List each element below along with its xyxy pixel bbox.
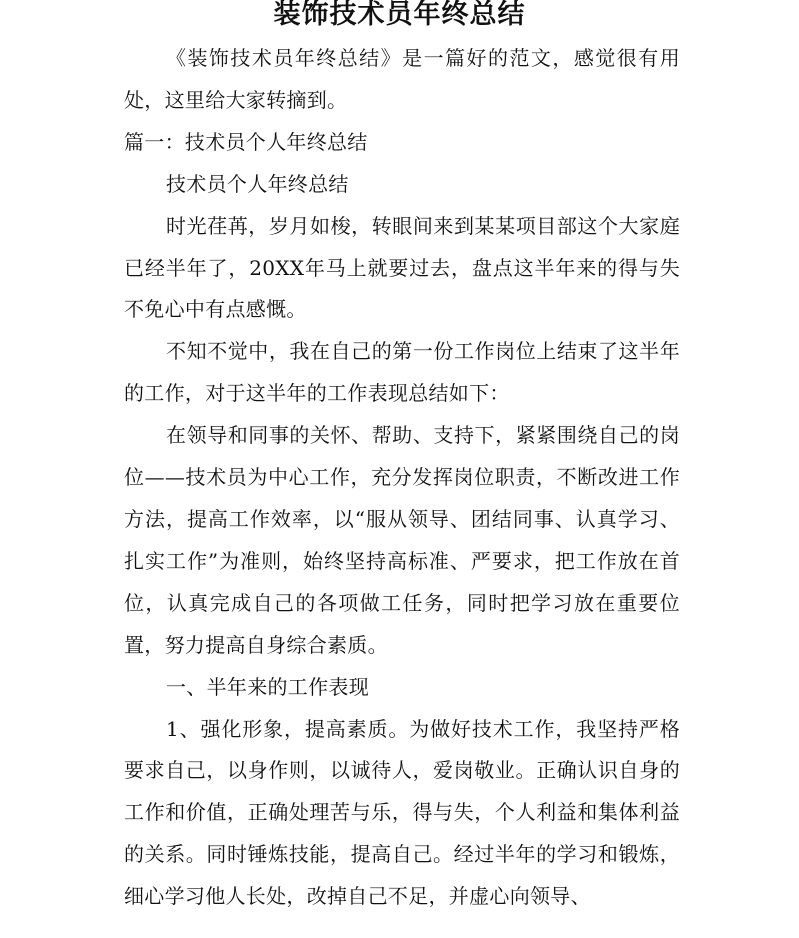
document-title: 装饰技术员年终总结: [273, 0, 526, 30]
subsection-heading: 一、半年来的工作表现: [166, 674, 369, 699]
document-body: [124, 38, 680, 918]
body-paragraph: 在领导和同事的关怀、帮助、支持下，紧紧围绕自己的岗位——技术员为中心工作，充分发挥岗位职责，不断改进工作方法，提高工作效率，以“服从领导、团结同事、认真学习、扎实工作”为准则，始终坚持高标准、严要求，把工作放在首位，认真完成自己的各项做工任务，同时把学习放在重要位置，努力提高自身综合素质。: [124, 423, 680, 657]
body-paragraph: 时光荏苒，岁月如梭，转眼间来到某某项目部这个大家庭已经半年了，20XX年马上就要过去，盘点这半年来的得与失不免心中有点感慨。: [124, 213, 680, 322]
intro-paragraph: 《装饰技术员年终总结》是一篇好的范文，感觉很有用处，这里给大家转摘到。: [124, 46, 680, 112]
body-paragraph: 1、强化形象，提高素质。为做好技术工作，我坚持严格要求自己，以身作则，以诚待人，爱岗敬业。正确认识自身的工作和价值，正确处理苦与乐，得与失，个人利益和集体利益的关系。同时锤炼技能，提高自己。经过半年的学习和锻炼，细心学习他人长处，改掉自己不足，并虚心向领导、: [124, 716, 680, 909]
section-heading: 篇一：技术员个人年终总结: [124, 129, 368, 154]
subtitle: 技术员个人年终总结: [166, 171, 349, 196]
body-paragraph: 不知不觉中，我在自己的第一份工作岗位上结束了这半年的工作，对于这半年的工作表现总结如下：: [124, 339, 680, 406]
